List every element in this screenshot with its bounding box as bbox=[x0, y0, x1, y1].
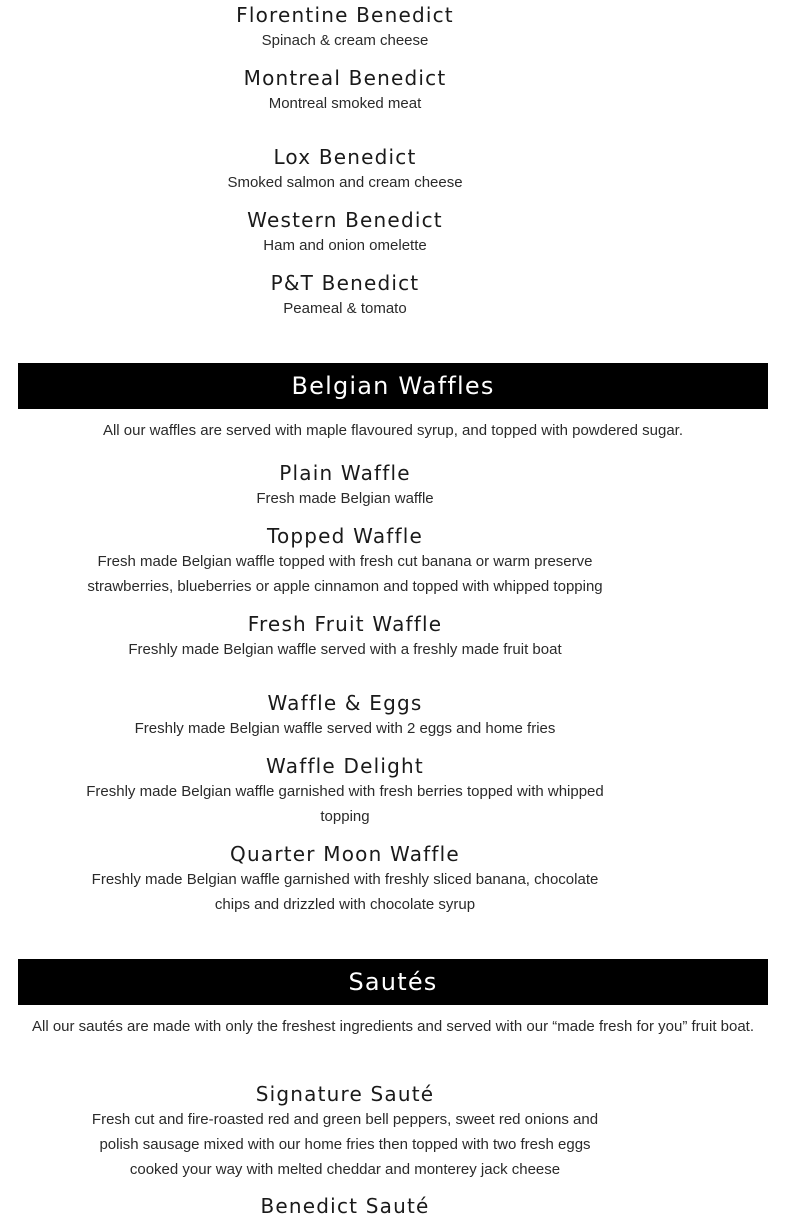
menu-item-waffle-and-eggs bbox=[45, 690, 645, 741]
item-description: Freshly made Belgian waffle served with 2 eggs and home fries bbox=[134, 720, 556, 737]
item-name: Benedict Sauté bbox=[260, 1194, 430, 1218]
menu-item-benedict-saute bbox=[45, 1193, 645, 1219]
menu-item-topped-waffle bbox=[45, 523, 645, 599]
item-name: Waffle Delight bbox=[266, 754, 424, 778]
item-name: P&T Benedict bbox=[270, 271, 420, 295]
item-name: Topped Waffle bbox=[266, 524, 424, 548]
menu-item-fresh-fruit-waffle bbox=[45, 611, 645, 662]
menu-item-florentine-benedict bbox=[45, 2, 645, 53]
item-name: Plain Waffle bbox=[279, 461, 411, 485]
item-name: Signature Sauté bbox=[255, 1082, 435, 1106]
item-description: Peameal & tomato bbox=[283, 300, 407, 317]
menu-item-pt-benedict bbox=[45, 270, 645, 321]
item-description: Smoked salmon and cream cheese bbox=[227, 174, 463, 191]
item-description: Freshly made Belgian waffle served with a freshly made fruit boat bbox=[128, 641, 562, 658]
menu-item-western-benedict bbox=[45, 207, 645, 258]
item-name: Quarter Moon Waffle bbox=[230, 842, 460, 866]
section-intro: All our waffles are served with maple flavoured syrup, and topped with powdered sugar. bbox=[102, 422, 684, 439]
item-description: Freshly made Belgian waffle garnished with fresh berries topped with whipped topping bbox=[86, 783, 604, 825]
menu-item-plain-waffle bbox=[45, 460, 645, 511]
item-description: Fresh made Belgian waffle bbox=[256, 490, 434, 507]
item-description: Spinach & cream cheese bbox=[261, 32, 429, 49]
section-header-belgian-waffles: Belgian Waffles bbox=[18, 363, 768, 409]
item-name: Fresh Fruit Waffle bbox=[247, 612, 443, 636]
section-header-sautes: Sautés bbox=[18, 959, 768, 1005]
menu-item-signature-saute bbox=[45, 1081, 645, 1182]
item-description: Freshly made Belgian waffle garnished with freshly sliced banana, chocolate chips and drizzled with chocolate syrup bbox=[91, 871, 599, 913]
section-intro: All our sautés are made with only the freshest ingredients and served with our “made fresh for you” fruit boat. bbox=[31, 1018, 755, 1035]
item-description: Montreal smoked meat bbox=[268, 95, 422, 112]
item-description: Ham and onion omelette bbox=[263, 237, 427, 254]
item-name: Lox Benedict bbox=[273, 145, 417, 169]
menu-item-quarter-moon-waffle bbox=[45, 841, 645, 917]
item-name: Western Benedict bbox=[247, 208, 443, 232]
item-description: Fresh cut and fire-roasted red and green bell peppers, sweet red onions and polish sausage mixed with our home fries then topped with two fresh eggs cooked your way with melted cheddar and monterey jack cheese bbox=[91, 1111, 599, 1178]
item-name: Florentine Benedict bbox=[236, 3, 454, 27]
menu-item-waffle-delight bbox=[45, 753, 645, 829]
item-name: Montreal Benedict bbox=[243, 66, 447, 90]
menu-item-lox-benedict bbox=[45, 144, 645, 195]
menu-item-montreal-benedict bbox=[45, 65, 645, 116]
item-name: Waffle & Eggs bbox=[267, 691, 423, 715]
item-description: Fresh made Belgian waffle topped with fresh cut banana or warm preserve strawberries, blueberries or apple cinnamon and topped with whipped topping bbox=[87, 553, 603, 595]
